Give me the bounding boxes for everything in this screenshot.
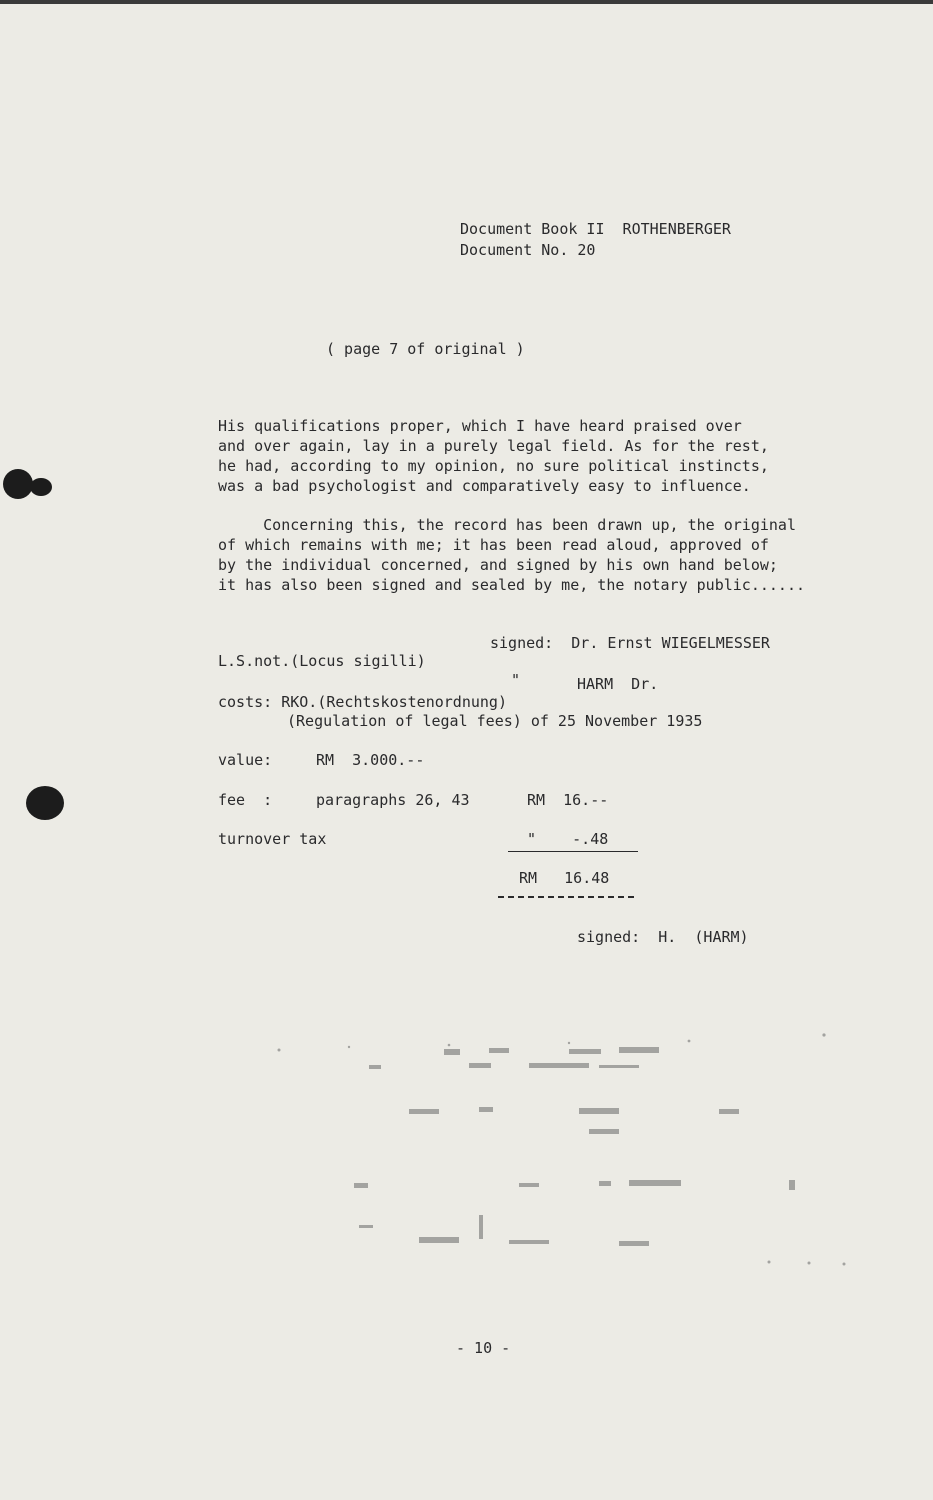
total-amount: RM 16.48 <box>519 869 610 887</box>
final-signature: signed: H. (HARM) <box>577 928 749 946</box>
fee-label: fee : <box>218 791 273 809</box>
fee-paragraphs: paragraphs 26, 43 <box>316 791 470 809</box>
turnover-amount: " -.48 <box>527 830 609 848</box>
seal-line: L.S.not.(Locus sigilli) <box>218 652 426 670</box>
value-amount: RM 3.000.-- <box>316 751 425 769</box>
page-number: - 10 - <box>456 1339 511 1357</box>
ditto-mark: " <box>511 671 521 689</box>
paragraph-1-line-1: His qualifications proper, which I have heard praised over <box>218 417 742 435</box>
punch-hole-upper <box>3 469 33 499</box>
harm-signature-line: HARM Dr. <box>577 675 659 693</box>
punch-hole-upper-tail <box>30 478 52 496</box>
page-top-edge <box>0 0 933 4</box>
document-book-line: Document Book II ROTHENBERGER <box>460 220 731 238</box>
bleed-through-marks <box>230 1010 810 1260</box>
paragraph-2-line-4: it has also been signed and sealed by me, the notary public...... <box>218 576 805 594</box>
paragraph-1-line-3: he had, according to my opinion, no sure political instincts, <box>218 457 769 475</box>
total-double-dash-rule <box>498 896 634 898</box>
turnover-label: turnover tax <box>218 830 327 848</box>
costs-regulation-line: (Regulation of legal fees) of 25 November 1935 <box>287 712 703 730</box>
value-label: value: <box>218 751 273 769</box>
paragraph-1-line-4: was a bad psychologist and comparatively easy to influence. <box>218 477 751 495</box>
paragraph-1-line-2: and over again, lay in a purely legal field. As for the rest, <box>218 437 769 455</box>
bleed-through-svg <box>269 1025 849 1275</box>
fee-amount: RM 16.-- <box>527 791 609 809</box>
notary-signature-line: signed: Dr. Ernst WIEGELMESSER <box>490 634 770 652</box>
sum-rule <box>508 851 638 852</box>
document-number-line: Document No. 20 <box>460 241 596 259</box>
paragraph-2-line-2: of which remains with me; it has been read aloud, approved of <box>218 536 769 554</box>
costs-line: costs: RKO.(Rechtskostenordnung) <box>218 693 507 711</box>
paragraph-2-line-3: by the individual concerned, and signed by his own hand below; <box>218 556 778 574</box>
page-reference: ( page 7 of original ) <box>326 340 525 358</box>
paragraph-2-line-1: Concerning this, the record has been drawn up, the original <box>218 516 796 534</box>
punch-hole-lower <box>26 786 64 820</box>
